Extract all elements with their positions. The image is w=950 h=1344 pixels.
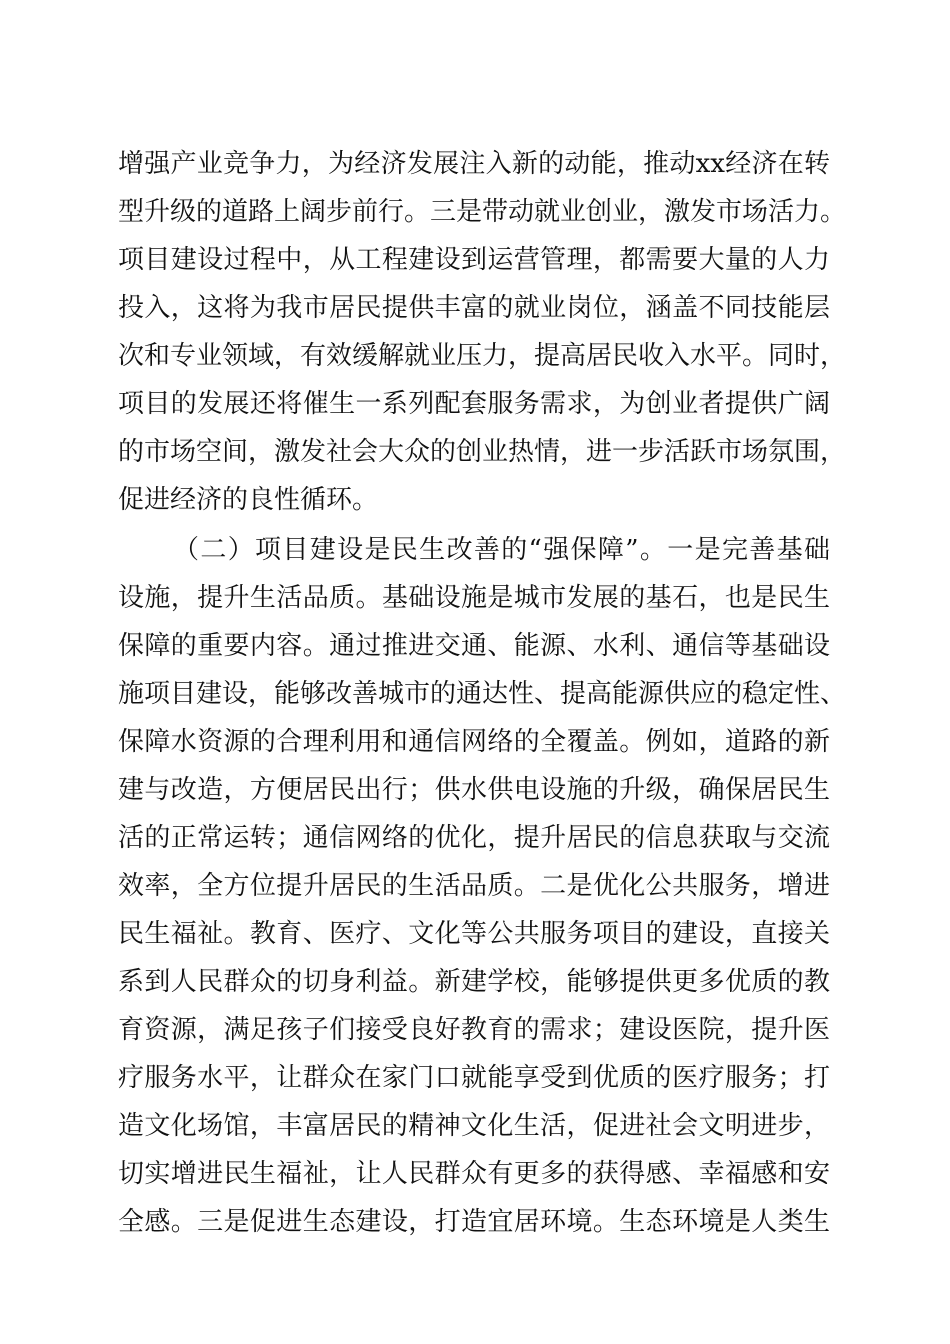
paragraph-livelihood [118,526,847,1246]
text-line: 造文化场馆，丰富居民的精神文化生活，促进社会文明进步， [118,1111,830,1141]
text-line: 效率，全方位提升居民的生活品质。二是优化公共服务，增进 [118,871,830,901]
text-line: 的市场空间，激发社会大众的创业热情，进一步活跃市场氛围， [118,437,847,467]
text-line: 次和专业领域，有效缓解就业压力，提高居民收入水平。同时， [118,341,847,371]
text-line: 保障水资源的合理利用和通信网络的全覆盖。例如，道路的新 [118,727,830,757]
text-line: 型升级的道路上阔步前行。三是带动就业创业，激发市场活力。 [118,197,847,227]
body-text [118,140,847,1246]
section-heading-line: （二）项目建设是民生改善的“强保障”。一是完善基础 [173,535,830,565]
text-line: 疗服务水平，让群众在家门口就能享受到优质的医疗服务；打 [118,1063,830,1093]
text-line: 项目建设过程中，从工程建设到运营管理，都需要大量的人力 [118,245,830,275]
text-line: 设施，提升生活品质。基础设施是城市发展的基石，也是民生 [118,583,830,613]
text-line: 投入，这将为我市居民提供丰富的就业岗位，涵盖不同技能层 [118,293,830,323]
text-line: 民生福祉。教育、医疗、文化等公共服务项目的建设，直接关 [118,919,830,949]
text-line: 建与改造，方便居民出行；供水供电设施的升级，确保居民生 [118,775,830,805]
text-line: 切实增进民生福祉，让人民群众有更多的获得感、幸福感和安 [118,1159,830,1189]
text-line: 育资源，满足孩子们接受良好教育的需求；建设医院，提升医 [118,1015,830,1045]
text-line: 项目的发展还将催生一系列配套服务需求，为创业者提供广阔 [118,389,830,419]
text-line: 施项目建设，能够改善城市的通达性、提高能源供应的稳定性、 [118,679,847,709]
text-line: 活的正常运转；通信网络的优化，提升居民的信息获取与交流 [118,823,830,853]
text-line: 保障的重要内容。通过推进交通、能源、水利、通信等基础设 [118,631,830,661]
text-line: 系到人民群众的切身利益。新建学校，能够提供更多优质的教 [118,967,830,997]
paragraph-employment [118,140,847,524]
text-line: 增强产业竞争力，为经济发展注入新的动能，推动xx经济在转 [118,149,830,179]
text-line: 促进经济的良性循环。 [118,485,379,515]
text-line: 全感。三是促进生态建设，打造宜居环境。生态环境是人类生 [118,1207,830,1237]
